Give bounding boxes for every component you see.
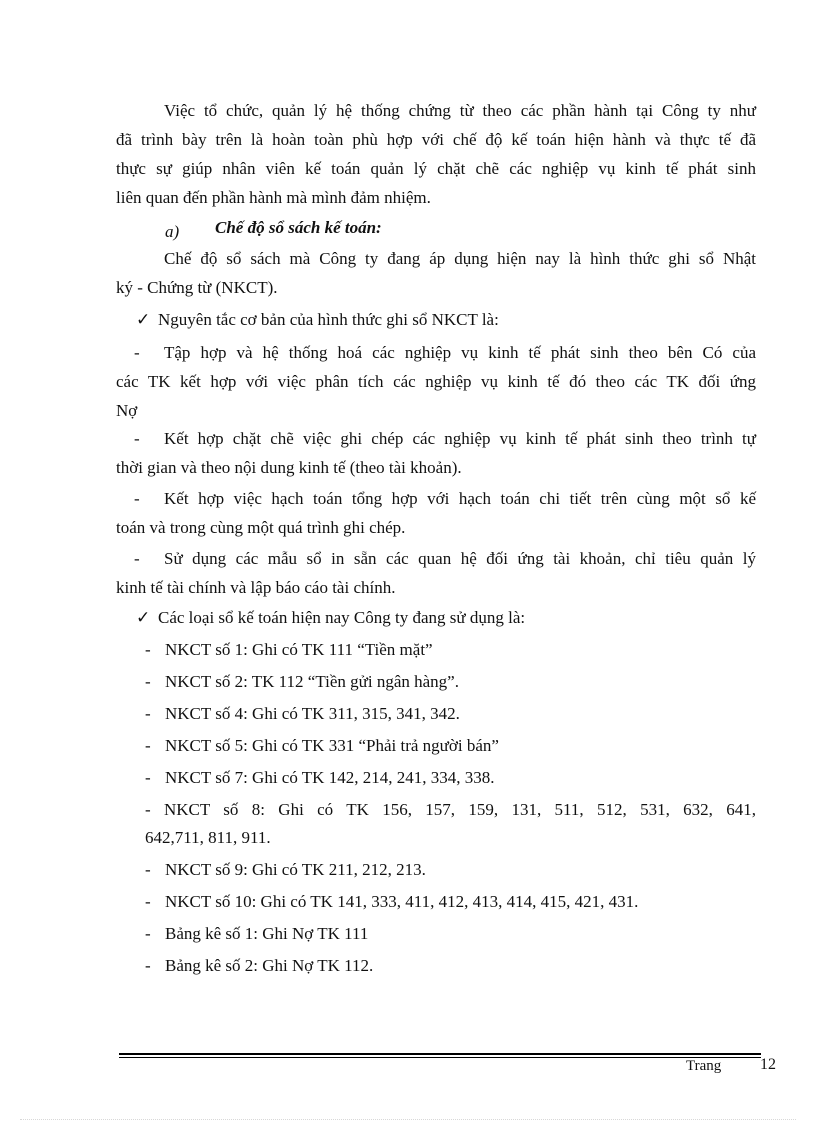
dash-marker: - — [145, 860, 151, 879]
principle-item — [116, 484, 756, 542]
book-item — [145, 920, 368, 948]
book-item — [145, 888, 638, 916]
dash-marker: - — [134, 343, 140, 362]
books-heading — [136, 604, 525, 632]
footer-page-number: 12 — [760, 1056, 776, 1073]
principle-line: Kết hợp việc hạch toán tổng hợp với hạch toán chi tiết trên cùng một sổ kế — [164, 489, 756, 508]
principles-heading-text: Nguyên tắc cơ bản của hình thức ghi sổ NKCT là: — [158, 310, 499, 329]
dash-marker: - — [145, 924, 151, 943]
book-item — [145, 668, 459, 696]
dash-marker: - — [145, 892, 151, 911]
book-item-text: NKCT số 9: Ghi có TK 211, 212, 213. — [165, 860, 426, 879]
book-item-text: Bảng kê số 1: Ghi Nợ TK 111 — [165, 924, 369, 943]
dash-marker: - — [145, 736, 151, 755]
dash-marker: - — [145, 704, 151, 723]
dash-marker: - — [134, 429, 140, 448]
book-item-text: 642,711, 811, 911. — [145, 828, 271, 847]
dash-marker: - — [145, 640, 151, 659]
dash-marker: - — [145, 956, 151, 975]
section-title: Chế độ sổ sách kế toán: — [215, 218, 382, 237]
book-item — [145, 796, 756, 852]
principle-line: Tập hợp và hệ thống hoá các nghiệp vụ kinh tế phát sinh theo bên Có của — [164, 343, 756, 362]
principle-line: thời gian và theo nội dung kinh tế (theo tài khoản). — [116, 458, 462, 477]
section-heading — [165, 214, 382, 242]
book-item-text: NKCT số 2: TK 112 “Tiền gửi ngân hàng”. — [165, 672, 459, 691]
dash-marker: - — [145, 768, 151, 787]
section-paragraph — [116, 244, 756, 302]
footer-divider — [119, 1053, 761, 1058]
book-item — [145, 764, 494, 792]
footer-page-label: Trang — [686, 1058, 722, 1074]
dash-marker: - — [145, 672, 151, 691]
dash-marker: - — [134, 549, 140, 568]
book-item — [145, 636, 433, 664]
intro-line: Việc tổ chức, quản lý hệ thống chứng từ theo các phần hành tại Công ty như — [164, 101, 756, 120]
principle-item — [116, 424, 756, 482]
book-item — [145, 732, 499, 760]
book-item-text: NKCT số 7: Ghi có TK 142, 214, 241, 334, 338. — [165, 768, 495, 787]
principle-line: Nợ — [116, 401, 138, 420]
book-item — [145, 952, 373, 980]
book-item-text: - NKCT số 8: Ghi có TK 156, 157, 159, 131, 511, 512, 531, 632, 641, — [145, 800, 756, 819]
books-heading-text: Các loại sổ kế toán hiện nay Công ty đang sử dụng là: — [158, 608, 526, 627]
page-edge-divider — [20, 1119, 796, 1120]
intro-line: thực sự giúp nhân viên kế toán quản lý chặt chẽ các nghiệp vụ kinh tế phát sinh — [116, 159, 756, 178]
book-item-text: NKCT số 5: Ghi có TK 331 “Phải trả người bán” — [165, 736, 499, 755]
principles-heading — [136, 306, 499, 334]
checkmark-icon: ✓ — [136, 608, 151, 628]
principle-line: Sử dụng các mẫu sổ in sẵn các quan hệ đối ứng tài khoản, chỉ tiêu quản lý — [164, 549, 756, 568]
section-line: Chế độ sổ sách mà Công ty đang áp dụng hiện nay là hình thức ghi sổ Nhật — [164, 249, 756, 268]
intro-line: đã trình bày trên là hoàn toàn phù hợp với chế độ kế toán hiện hành và thực tế đã — [116, 130, 756, 149]
book-item-text: NKCT số 10: Ghi có TK 141, 333, 411, 412, 413, 414, 415, 421, 431. — [165, 892, 639, 911]
dash-marker: - — [134, 489, 140, 508]
principle-line: các TK kết hợp với việc phân tích các nghiệp vụ kinh tế đó theo các TK đối ứng — [116, 372, 756, 391]
checkmark-icon: ✓ — [136, 310, 151, 330]
section-marker: a) — [165, 222, 180, 241]
book-item — [145, 700, 460, 728]
principle-item — [116, 338, 756, 425]
book-item-text: Bảng kê số 2: Ghi Nợ TK 112. — [165, 956, 374, 975]
principle-line: Kết hợp chặt chẽ việc ghi chép các nghiệp vụ kinh tế phát sinh theo trình tự — [164, 429, 756, 448]
book-item-text: NKCT số 4: Ghi có TK 311, 315, 341, 342. — [165, 704, 460, 723]
principle-item — [116, 544, 756, 602]
principle-line: kinh tế tài chính và lập báo cáo tài chính. — [116, 578, 396, 597]
book-item — [145, 856, 426, 884]
intro-line: liên quan đến phần hành mà mình đảm nhiệm. — [116, 188, 431, 207]
principle-line: toán và trong cùng một quá trình ghi chép. — [116, 518, 406, 537]
book-item-text: NKCT số 1: Ghi có TK 111 “Tiền mặt” — [165, 640, 433, 659]
section-line: ký - Chứng từ (NKCT). — [116, 278, 278, 297]
intro-paragraph — [116, 96, 756, 212]
